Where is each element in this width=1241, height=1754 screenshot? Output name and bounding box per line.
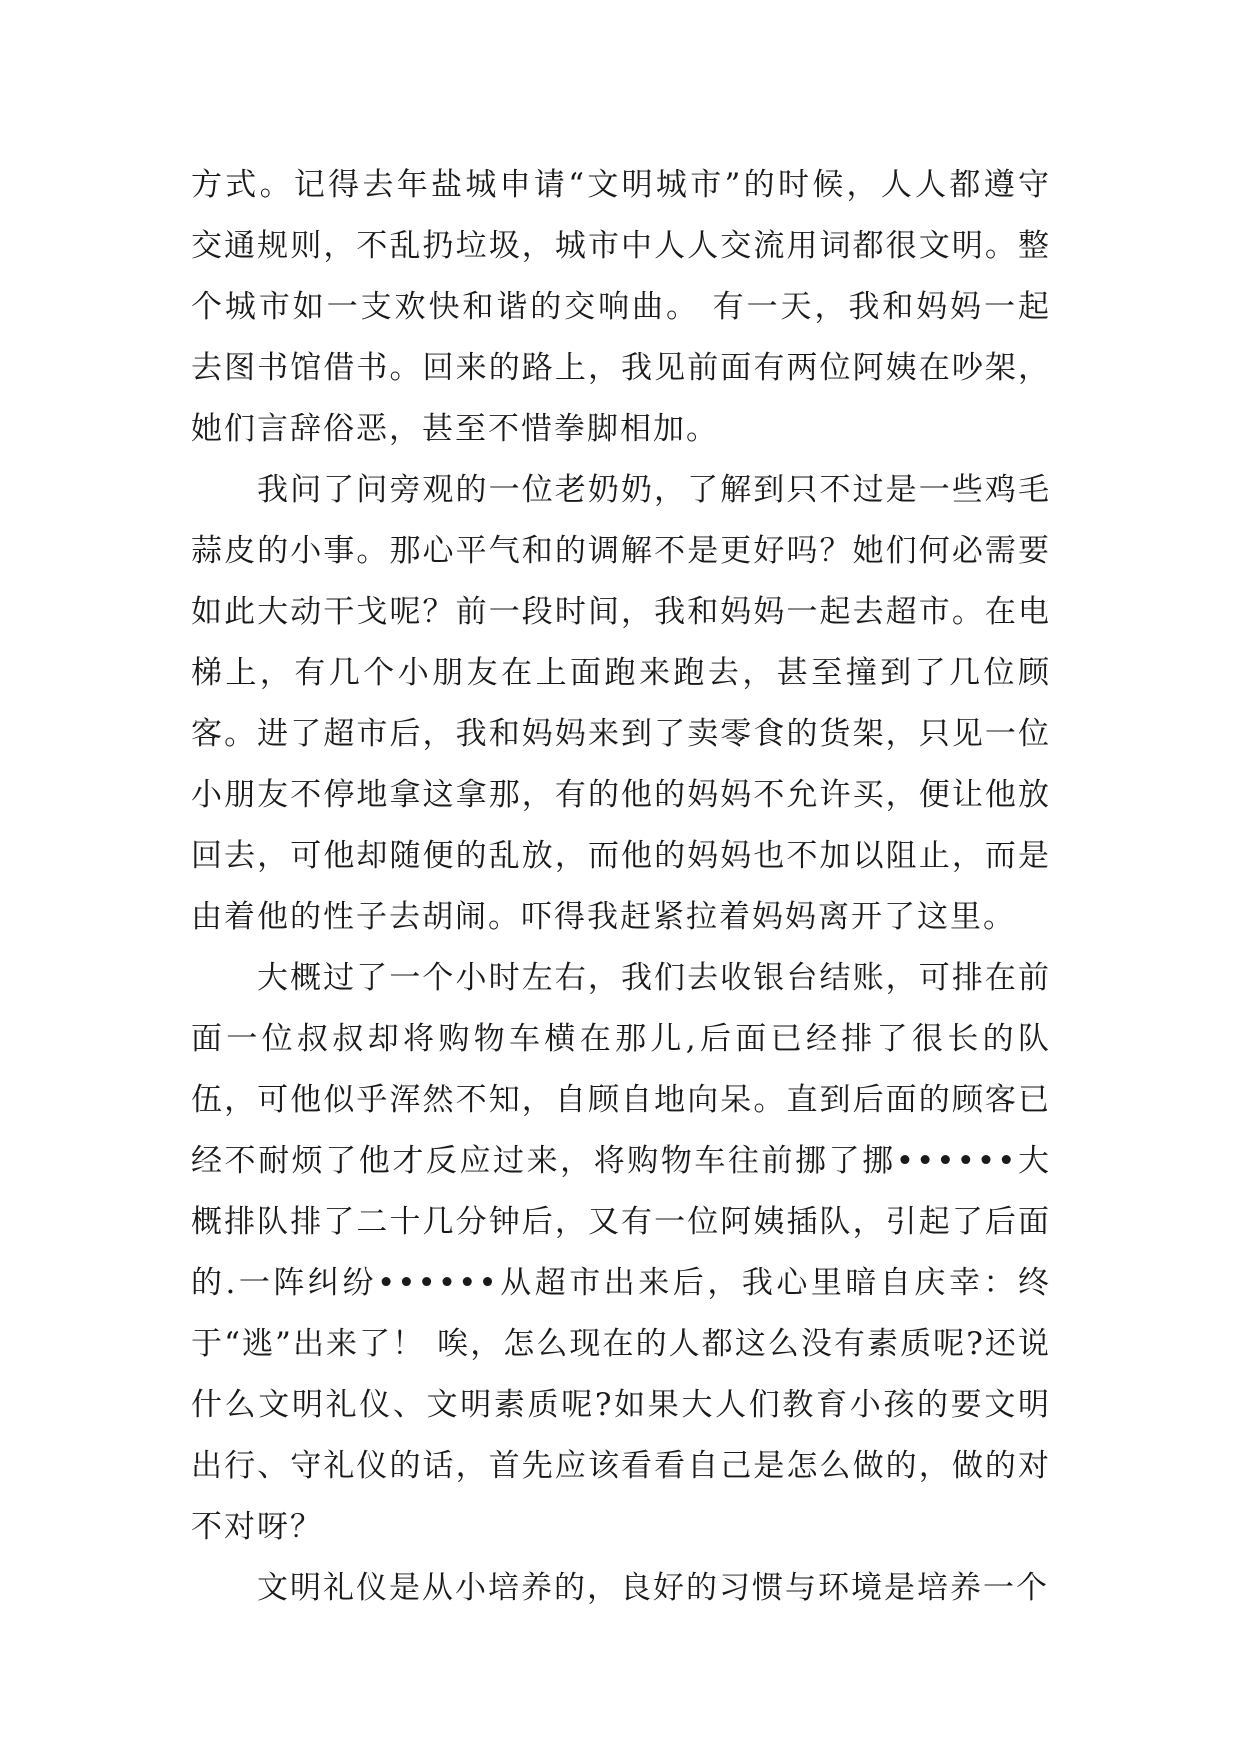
paragraph-4: 文明礼仪是从小培养的，良好的习惯与环境是培养一个 bbox=[257, 1570, 1049, 1606]
body-text bbox=[191, 155, 1051, 1619]
paragraph-1: 方式。记得去年盐城申请“文明城市”的时候，人人都遵守交通规则，不乱扔垃圾，城市中人人交流用词都很文明。整个城市如一支欢快和谐的交响曲。 有一天，我和妈妈一起去图书馆借书。回来的路上，我见前面有两位阿姨在吵架，她们言辞俗恶，甚至不惜拳脚相加。 bbox=[191, 167, 1051, 447]
paragraph-2: 我问了问旁观的一位老奶奶，了解到只不过是一些鸡毛蒜皮的小事。那心平气和的调解不是更好吗？她们何必需要如此大动干戈呢？前一段时间，我和妈妈一起去超市。在电梯上，有几个小朋友在上面跑来跑去，甚至撞到了几位顾客。进了超市后，我和妈妈来到了卖零食的货架，只见一位小朋友不停地拿这拿那，有的他的妈妈不允许买，便让他放回去，可他却随便的乱放，而他的妈妈也不加以阻止，而是由着他的性子去胡闹。吓得我赶紧拉着妈妈离开了这里。 bbox=[191, 472, 1051, 935]
paragraph-3: 大概过了一个小时左右，我们去收银台结账，可排在前面一位叔叔却将购物车横在那儿,后面已经排了很长的队伍，可他似乎浑然不知，自顾自地向呆。直到后面的顾客已经不耐烦了他才反应过来，将购物车往前挪了挪••••••大概排队排了二十几分钟后，又有一位阿姨插队，引起了后面的.一阵纠纷••••••从超市出来后，我心里暗自庆幸：终于“逃”出来了！ 唉，怎么现在的人都这么没有素质呢?还说什么文明礼仪、文明素质呢?如果大人们教育小孩的要文明出行、守礼仪的话，首先应该看看自己是怎么做的，做的对不对呀？ bbox=[191, 960, 1051, 1545]
